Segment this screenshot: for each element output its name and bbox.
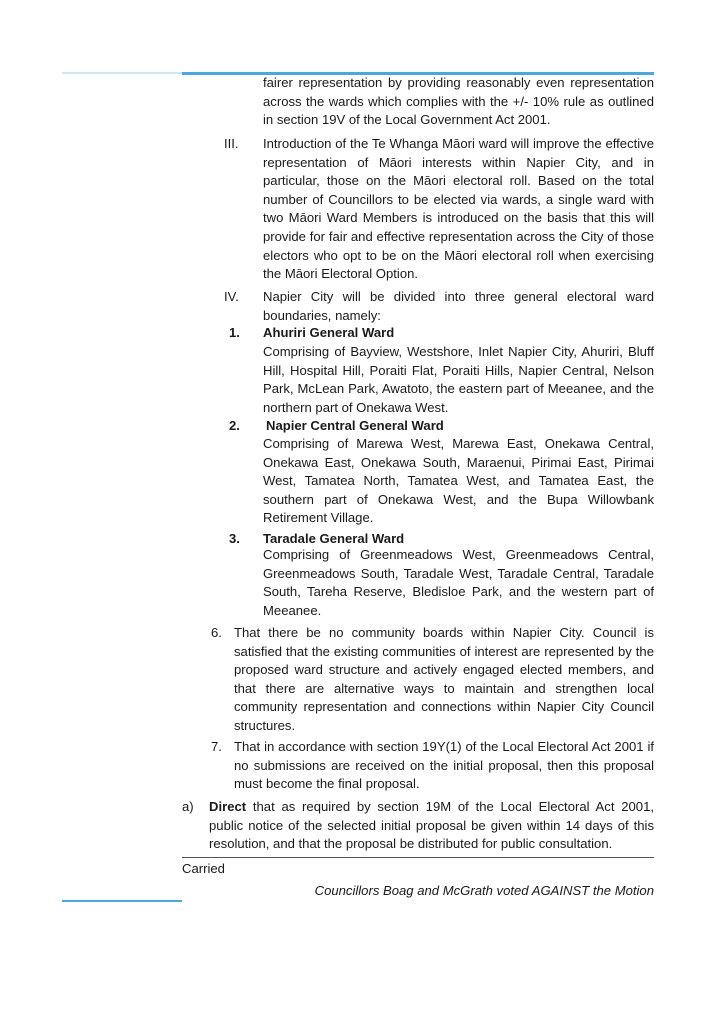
ward-3-number: 3. [229,531,240,546]
ward-3-title: Taradale General Ward [263,531,405,546]
item-a-label: a) [182,799,194,814]
item-iii-number: III. [224,136,239,151]
item-iv-number: IV. [224,289,239,304]
ward-2-description: Comprising of Marewa West, Marewa East, Onekawa Central, Onekawa East, Onekawa South, Maraenui, Pirimai East, Pirimai West, Tamatea North, Tamatea West, and Tamatea East, the southern part of Onekawa West, and the Bupa Willowbank Retirement Village. [263,436,654,526]
continuation-paragraph: fairer representation by providing reasonably even representation across the wards which complies with the +/- 10% rule as outlined in section 19V of the Local Government Act 2001. [263,75,654,128]
carried-label: Carried [182,861,225,876]
section-separator [182,857,654,858]
item-6-number: 6. [211,625,222,640]
item-a-lead: Direct [209,799,247,814]
vote-note: Councillors Boag and McGrath voted AGAINST the Motion [314,883,654,898]
item-iii-text: Introduction of the Te Whanga Māori ward will improve the effective representation of Māori interests within Napier City, and in particular, those on the Māori electoral roll. Based on the total number of Councillors to be elected via wards, a single ward with two Māori Ward Members is introduced on the basis that this will provide for fair and effective representation across the City of those electors who opt to be on the Māori electoral roll when exercising the Māori Electoral Option. [263,136,654,282]
item-6-text: That there be no community boards within Napier City. Council is satisfied that the existing communities of interest are represented by the proposed ward structure and actively engaged elected members, and that there are alternative ways to maintain and strengthen local community representation and connections within Napier City Council structures. [234,625,654,733]
item-iv-text: Napier City will be divided into three general electoral ward boundaries, namely: [263,289,654,323]
item-a-text: that as required by section 19M of the Local Electoral Act 2001, public notice of the selected initial proposal be given within 14 days of this resolution, and that the proposal be distributed for public consultation. [209,799,654,852]
ward-1-number: 1. [229,325,240,340]
ward-2-title: Napier Central General Ward [266,418,444,433]
footer-accent-line [62,900,182,902]
ward-1-description: Comprising of Bayview, Westshore, Inlet Napier City, Ahuriri, Bluff Hill, Hospital Hill, Poraiti Flat, Poraiti Hills, Napier Central, Nelson Park, McLean Park, Awatoto, the eastern part of Meeanee, and the northern part of Onekawa West. [263,344,654,415]
ward-2-number: 2. [229,418,240,433]
item-a-paragraph [209,798,654,854]
item-7-number: 7. [211,739,222,754]
item-7-text: That in accordance with section 19Y(1) of the Local Electoral Act 2001 if no submissions are received on the initial proposal, then this proposal must become the final proposal. [234,739,654,792]
ward-3-description: Comprising of Greenmeadows West, Greenmeadows Central, Greenmeadows South, Taradale West, Taradale Central, Taradale South, Tareha Reserve, Bledisloe Park, and the western part of Meeanee. [263,547,654,618]
ward-1-title: Ahuriri General Ward [263,325,395,340]
header-accent-line [62,72,182,74]
